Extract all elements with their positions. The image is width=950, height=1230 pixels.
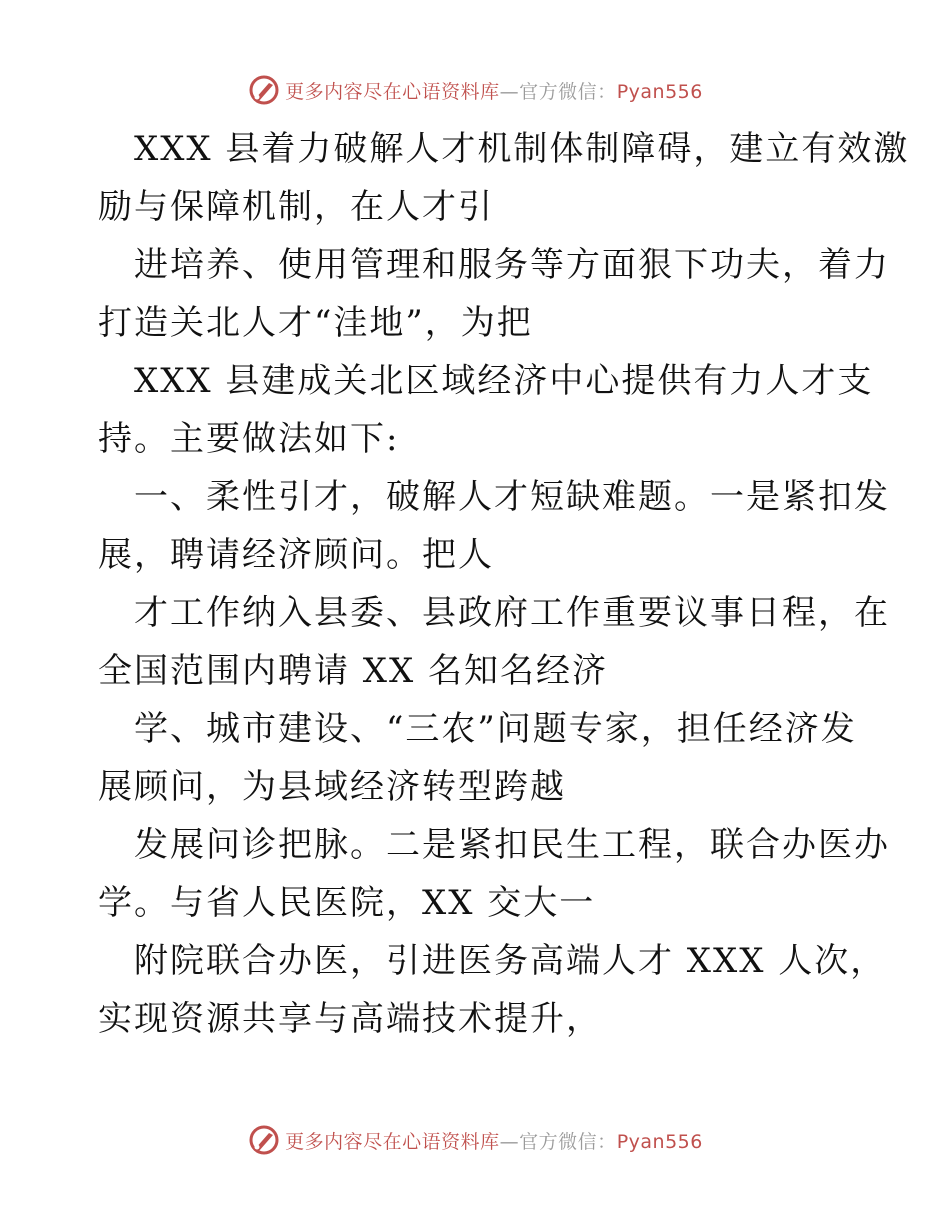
watermark-main-text: 更多内容尽在心语资料库 bbox=[285, 1130, 500, 1153]
paragraph-line: 打造关北人才“洼地”，为把 bbox=[98, 303, 533, 343]
pen-logo-icon bbox=[247, 73, 281, 107]
paragraph-line: 展，聘请经济顾问。把人 bbox=[98, 535, 494, 575]
paragraph-line: XXX 县建成关北区域经济中心提供有力人才支 bbox=[134, 361, 874, 401]
header-watermark bbox=[0, 70, 950, 110]
paragraph bbox=[98, 584, 890, 700]
watermark-rest-text: —官方微信： bbox=[499, 1130, 617, 1153]
paragraph-line: 学、城市建设、“三农”问题专家，担任经济发 bbox=[134, 709, 857, 749]
watermark-wechat-id: Pyan556 bbox=[616, 1130, 703, 1153]
paragraph-line: 励与保障机制，在人才引 bbox=[98, 187, 494, 227]
paragraph-line: XXX 县着力破解人才机制体制障碍，建立有效激 bbox=[134, 129, 910, 169]
paragraph bbox=[98, 468, 890, 584]
paragraph-line: 展顾问，为县域经济转型跨越 bbox=[98, 767, 566, 807]
paragraph bbox=[98, 236, 890, 352]
watermark-main-text: 更多内容尽在心语资料库 bbox=[285, 80, 500, 103]
paragraph-line: 实现资源共享与高端技术提升， bbox=[98, 999, 602, 1039]
paragraph bbox=[98, 816, 890, 932]
paragraph bbox=[98, 120, 910, 236]
paragraph-line: 持。主要做法如下: bbox=[98, 419, 400, 459]
paragraph-line: 一、柔性引才，破解人才短缺难题。一是紧扣发 bbox=[134, 477, 890, 517]
paragraph bbox=[98, 700, 858, 816]
pen-logo-icon bbox=[247, 1123, 281, 1157]
footer-watermark bbox=[0, 1120, 950, 1160]
watermark-wechat-id: Pyan556 bbox=[616, 80, 703, 103]
document-body bbox=[98, 120, 910, 1048]
paragraph-line: 发展问诊把脉。二是紧扣民生工程，联合办医办 bbox=[134, 825, 890, 865]
watermark-rest-text: —官方微信： bbox=[499, 80, 617, 103]
paragraph-line: 进培养、使用管理和服务等方面狠下功夫，着力 bbox=[134, 245, 890, 285]
paragraph bbox=[98, 352, 874, 468]
paragraph-line: 全国范围内聘请 XX 名知名经济 bbox=[98, 651, 609, 691]
paragraph bbox=[98, 932, 887, 1048]
paragraph-line: 才工作纳入县委、县政府工作重要议事日程，在 bbox=[134, 593, 890, 633]
paragraph-line: 学。与省人民医院，XX 交大一 bbox=[98, 883, 596, 923]
paragraph-line: 附院联合办医，引进医务高端人才 XXX 人次， bbox=[134, 941, 887, 981]
